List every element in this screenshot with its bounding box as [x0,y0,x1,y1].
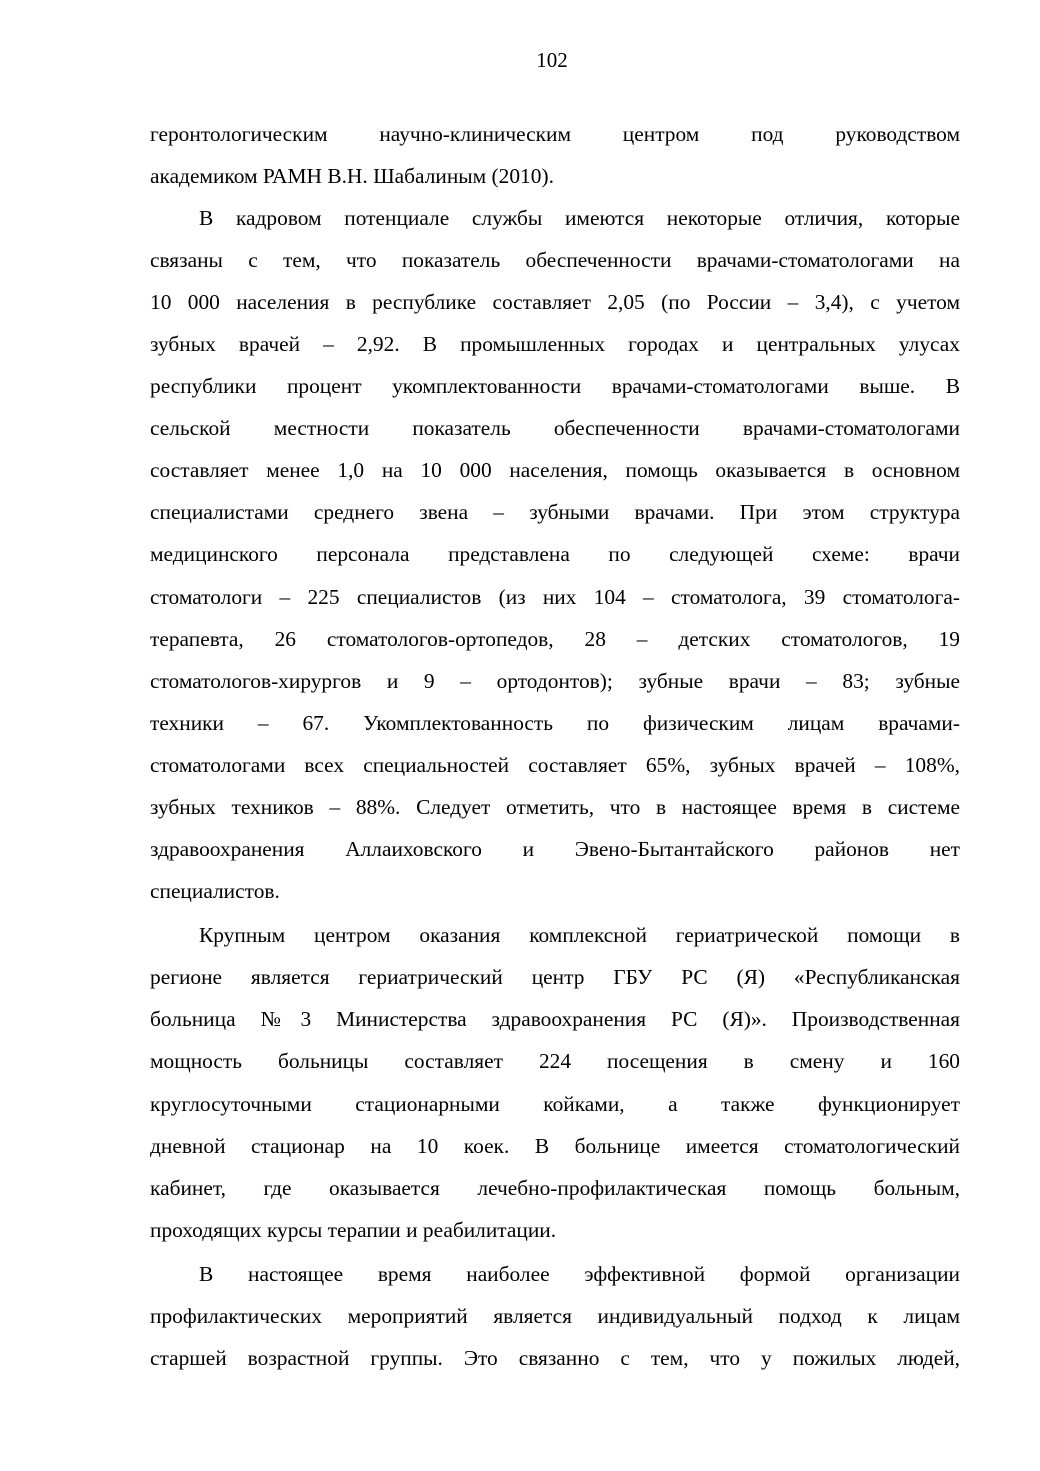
text-line: терапевта, 26 стоматологов-ортопедов, 28 – детских стоматологов, 19 [150,627,960,651]
text-line: круглосуточными стационарными койками, а также функционирует [150,1092,960,1116]
text-line: академиком РАМН В.Н. Шабалиным (2010). [150,164,554,188]
text-line: больница №3 Министерства здравоохранения РС (Я)». Производственная [150,1007,960,1031]
text-line: здравоохранения Аллаиховского и Эвено-Бытантайского районов нет [150,837,960,861]
text-line: проходящих курсы терапии и реабилитации. [150,1218,557,1242]
text-line: зубных врачей – 2,92. В промышленных городах и центральных улусах [150,332,960,356]
text-line: В кадровом потенциале службы имеются некоторые отличия, которые [199,206,960,230]
text-line: геронтологическим научно-клиническим центром под руководством [150,122,960,146]
page-number: 102 [536,48,568,72]
text-line: кабинет, где оказывается лечебно-профилактическая помощь больным, [150,1176,960,1200]
text-line: специалистами среднего звена – зубными врачами. При этом структура [150,500,960,524]
text-line: дневной стационар на 10 коек. В больнице имеется стоматологический [150,1134,960,1158]
text-line: стоматологами всех специальностей составляет 65%, зубных врачей – 108%, [150,753,960,777]
text-line: стоматологов-хирургов и 9 – ортодонтов); зубные врачи – 83; зубные [150,669,960,693]
text-line: профилактических мероприятий является индивидуальный подход к лицам [150,1304,960,1328]
text-line: специалистов. [150,879,280,903]
text-line: старшей возрастной группы. Это связанно с тем, что у пожилых людей, [150,1346,960,1370]
text-line: составляет менее 1,0 на 10 000 населения, помощь оказывается в основном [150,458,960,482]
text-line: республики процент укомплектованности врачами-стоматологами выше. В [150,374,960,398]
text-line: регионе является гериатрический центр ГБУ РС (Я) «Республиканская [150,965,960,989]
text-line: медицинского персонала представлена по следующей схеме: врачи [150,542,960,566]
text-line: мощность больницы составляет 224 посещения в смену и 160 [150,1049,960,1073]
text-line: стоматологи – 225 специалистов (из них 104 – стоматолога, 39 стоматолога- [150,585,960,609]
text-line: техники – 67. Укомплектованность по физическим лицам врачами- [150,711,960,735]
text-line: зубных техников – 88%. Следует отметить, что в настоящее время в системе [150,795,960,819]
text-line: Крупным центром оказания комплексной гериатрической помощи в [199,923,960,947]
text-line: 10 000 населения в республике составляет 2,05 (по России – 3,4), с учетом [150,290,960,314]
text-line: В настоящее время наиболее эффективной формой организации [199,1262,960,1286]
text-line: сельской местности показатель обеспеченности врачами-стоматологами [150,416,960,440]
text-line: связаны с тем, что показатель обеспеченности врачами-стоматологами на [150,248,960,272]
